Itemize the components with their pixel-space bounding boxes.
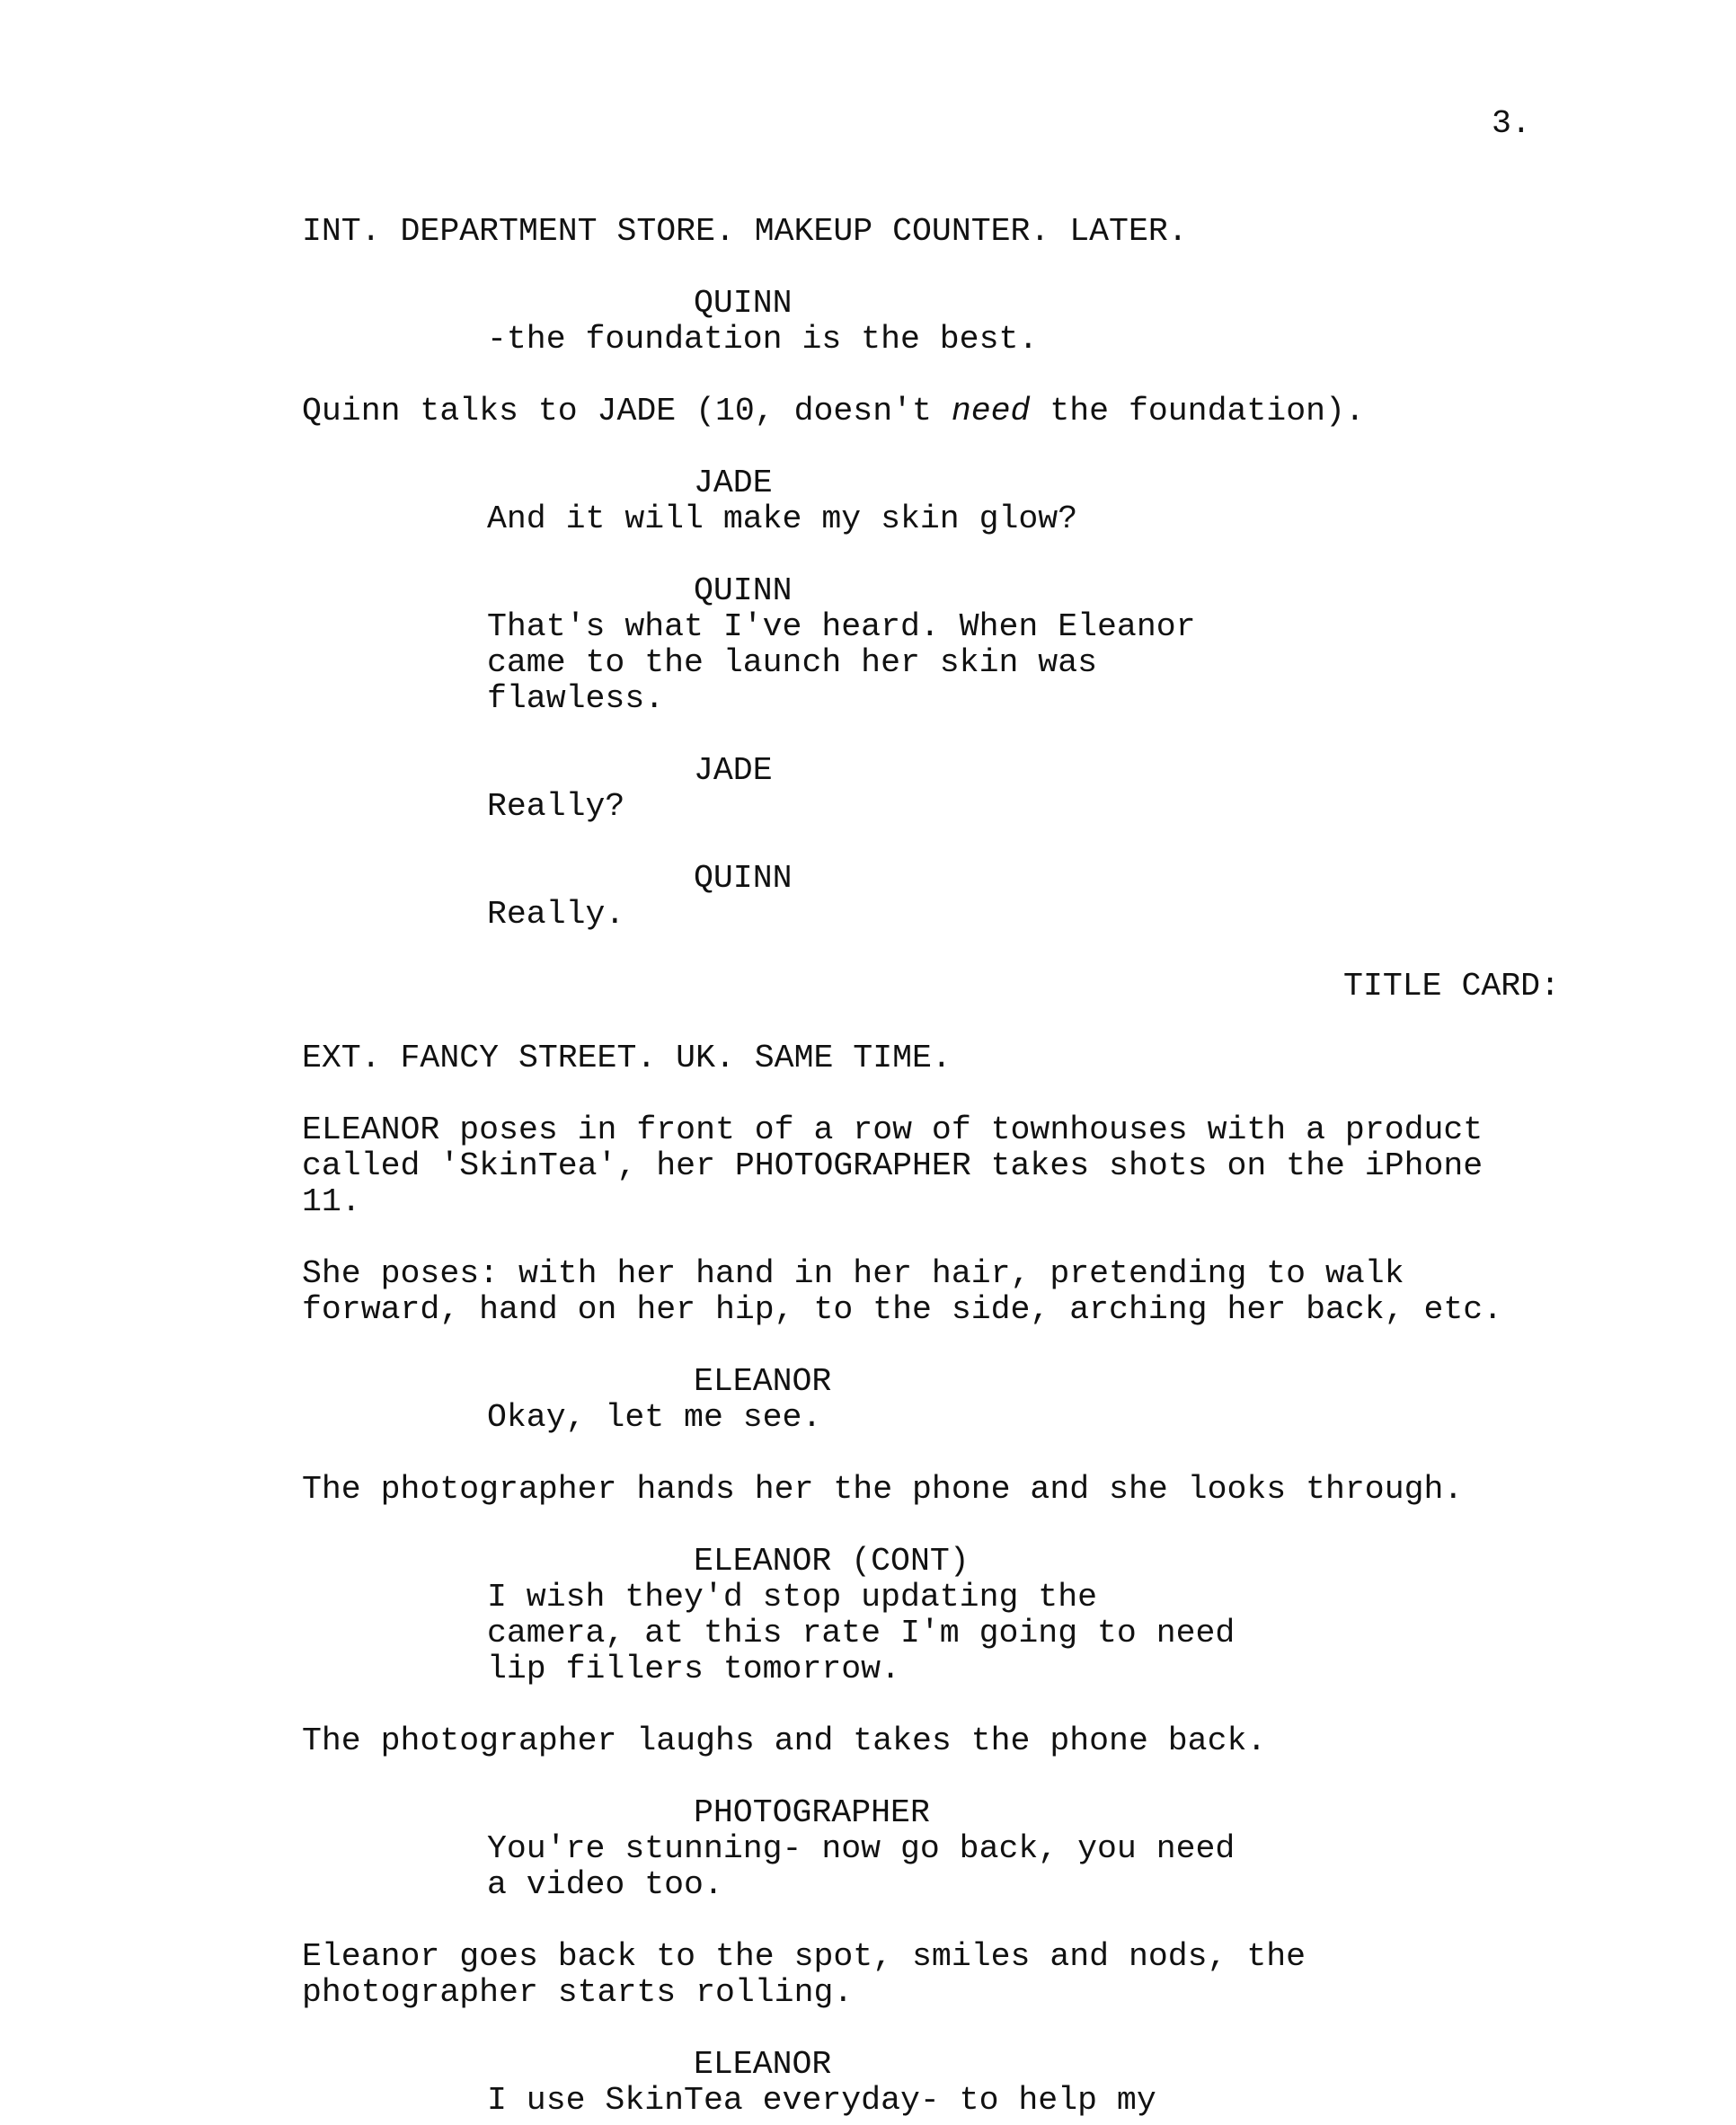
action-line bbox=[302, 394, 1560, 429]
dialogue-block bbox=[487, 1580, 1278, 1687]
scene-heading-line: INT. DEPARTMENT STORE. MAKEUP COUNTER. LATER. bbox=[302, 213, 1188, 250]
character-cue bbox=[694, 573, 1578, 609]
character-cue bbox=[694, 1364, 1578, 1400]
action-block bbox=[302, 1112, 1560, 1220]
action-block bbox=[302, 1939, 1560, 2011]
character-cue bbox=[694, 286, 1578, 322]
action-block-line: Eleanor goes back to the spot, smiles and nods, the bbox=[302, 1938, 1306, 1975]
dialogue-block-line: camera, at this rate I'm going to need bbox=[487, 1615, 1236, 1651]
character-cue bbox=[694, 1544, 1578, 1580]
dialogue-block-line: -the foundation is the best. bbox=[487, 321, 1039, 358]
character-cue bbox=[694, 861, 1578, 897]
character-cue-line: PHOTOGRAPHER bbox=[694, 1794, 930, 1831]
action-block-line: The photographer laughs and takes the phone back. bbox=[302, 1722, 1267, 1759]
character-cue-line: QUINN bbox=[694, 860, 793, 897]
character-cue bbox=[694, 1795, 1578, 1831]
dialogue-block bbox=[487, 609, 1278, 717]
character-cue-line: ELEANOR (CONT) bbox=[694, 1543, 970, 1580]
dialogue-block-line: Really. bbox=[487, 896, 625, 933]
dialogue-block-line: I use SkinTea everyday- to help my bbox=[487, 2082, 1156, 2119]
character-cue-line: QUINN bbox=[694, 285, 793, 322]
action-block-line: She poses: with her hand in her hair, pretending to walk bbox=[302, 1255, 1404, 1292]
action-text: the foundation). bbox=[1030, 393, 1365, 429]
dialogue-block bbox=[487, 789, 1278, 825]
scene-heading-line: EXT. FANCY STREET. UK. SAME TIME. bbox=[302, 1040, 952, 1076]
dialogue-block-line: flawless. bbox=[487, 680, 665, 717]
action-block-line: photographer starts rolling. bbox=[302, 1974, 854, 2011]
action-block bbox=[302, 1256, 1560, 1328]
scene-heading bbox=[302, 214, 1578, 250]
action-block-line: forward, hand on her hip, to the side, arching her back, etc. bbox=[302, 1291, 1503, 1328]
character-cue-line: ELEANOR bbox=[694, 2046, 832, 2083]
character-cue bbox=[694, 753, 1578, 789]
dialogue-block-line: You're stunning- now go back, you need bbox=[487, 1830, 1236, 1867]
dialogue-block-line: Okay, let me see. bbox=[487, 1399, 822, 1436]
dialogue-block bbox=[487, 1400, 1278, 1436]
action-block-line: ELEANOR poses in front of a row of townhouses with a product bbox=[302, 1111, 1484, 1148]
dialogue-block bbox=[487, 897, 1278, 933]
character-cue-line: QUINN bbox=[694, 572, 793, 609]
action-block bbox=[302, 1723, 1560, 1759]
action-block-line: 11. bbox=[302, 1183, 361, 1220]
screenplay-body bbox=[302, 214, 1578, 2119]
transition bbox=[302, 969, 1560, 1005]
dialogue-block-line: Really? bbox=[487, 788, 625, 825]
dialogue-block bbox=[487, 501, 1278, 537]
action-block bbox=[302, 1472, 1560, 1508]
dialogue-block-line: a video too. bbox=[487, 1866, 723, 1903]
action-block-line: called 'SkinTea', her PHOTOGRAPHER takes shots on the iPhone bbox=[302, 1147, 1484, 1184]
dialogue-block-line: And it will make my skin glow? bbox=[487, 500, 1078, 537]
dialogue-block-line: came to the launch her skin was bbox=[487, 644, 1098, 681]
action-text: Quinn talks to JADE (10, doesn't bbox=[302, 393, 952, 429]
dialogue-block bbox=[487, 322, 1278, 358]
scene-heading bbox=[302, 1040, 1578, 1076]
transition-line: TITLE CARD: bbox=[1343, 968, 1560, 1005]
character-cue-line: JADE bbox=[694, 752, 773, 789]
dialogue-block-line: I wish they'd stop updating the bbox=[487, 1579, 1098, 1616]
character-cue bbox=[694, 465, 1578, 501]
dialogue-block bbox=[487, 1831, 1278, 1903]
dialogue-block bbox=[487, 2083, 1278, 2119]
character-cue-line: ELEANOR bbox=[694, 1363, 832, 1400]
emphasized-word: need bbox=[951, 393, 1031, 429]
dialogue-block-line: That's what I've heard. When Eleanor bbox=[487, 608, 1196, 645]
character-cue-line: JADE bbox=[694, 465, 773, 501]
dialogue-block-line: lip fillers tomorrow. bbox=[487, 1651, 900, 1687]
page-number: 3. bbox=[1492, 105, 1531, 142]
character-cue bbox=[694, 2047, 1578, 2083]
action-block-line: The photographer hands her the phone and she looks through. bbox=[302, 1471, 1464, 1508]
action-block bbox=[302, 394, 1560, 429]
